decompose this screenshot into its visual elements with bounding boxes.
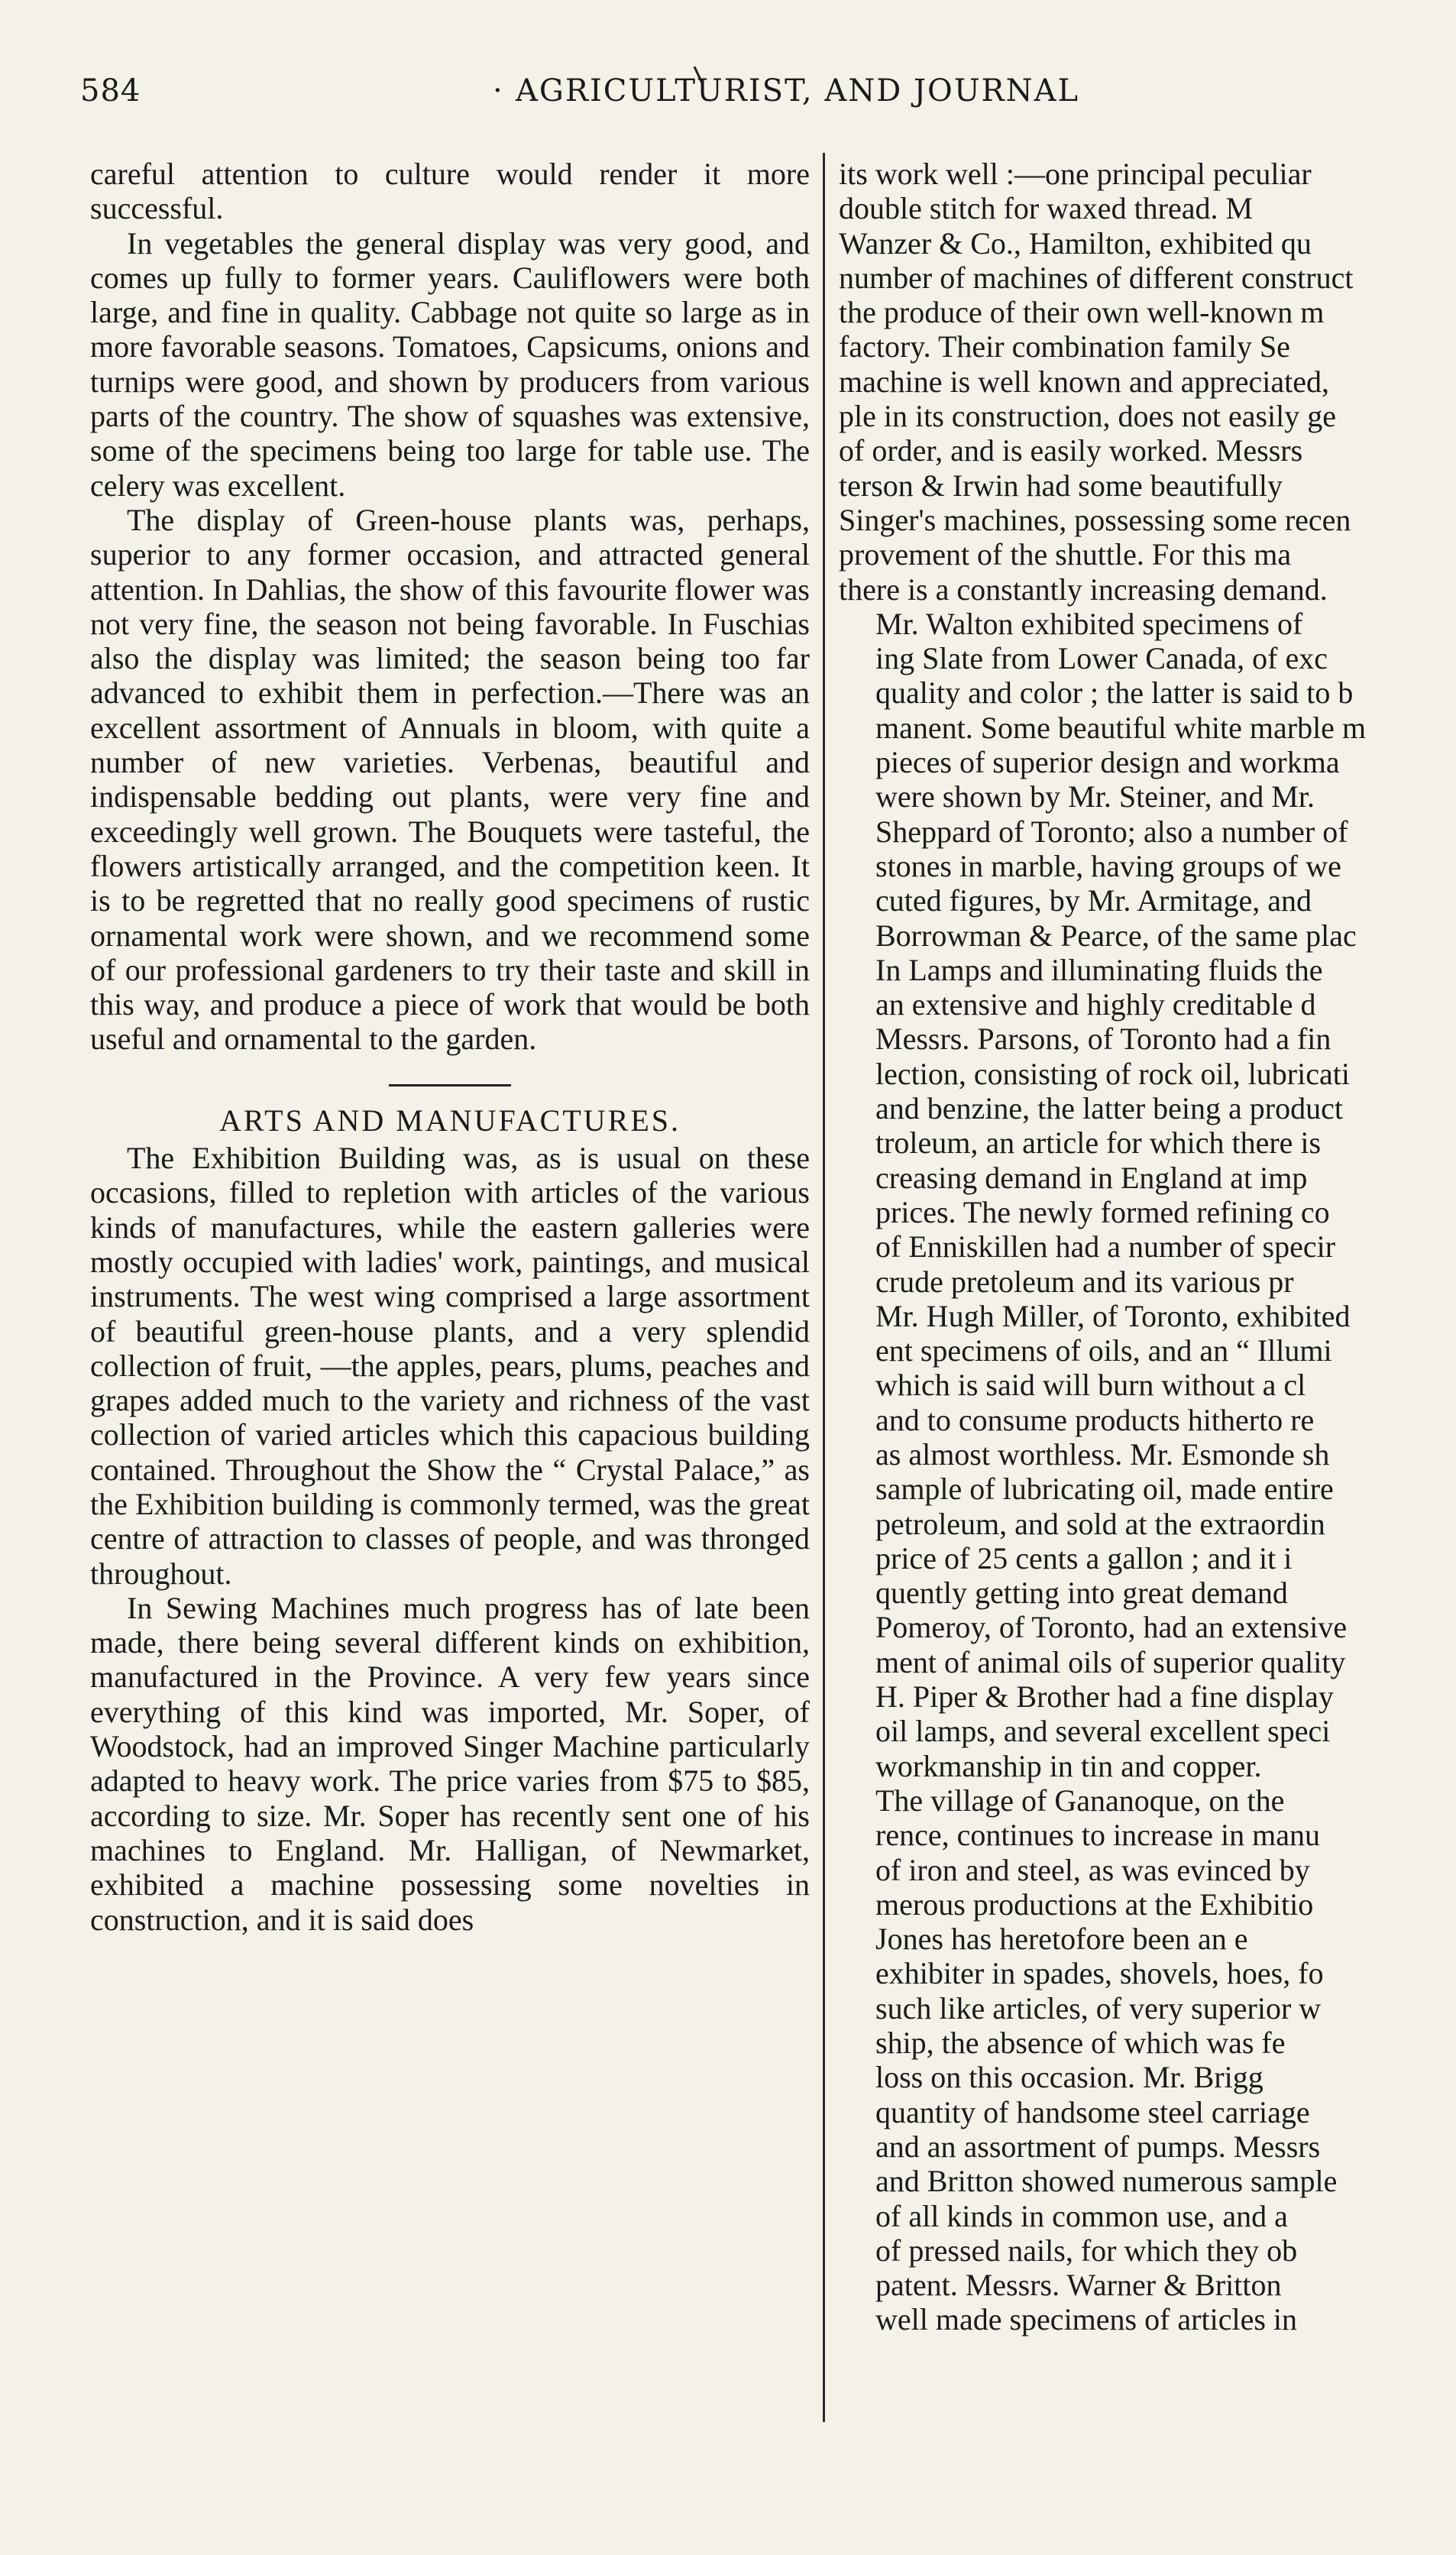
text-line: of Enniskillen had a number of specir [875, 1229, 1336, 1265]
text-line: as almost worthless. Mr. Esmonde sh [875, 1436, 1330, 1472]
text-line: there is a constantly increasing demand. [839, 572, 1328, 607]
text-line: Messrs. Parsons, of Toronto had a fin [875, 1022, 1331, 1057]
text-line: double stitch for waxed thread. M [839, 191, 1254, 226]
text-line: quantity of handsome steel carriage [875, 2094, 1310, 2129]
text-line: H. Piper & Brother had a fine display [875, 1679, 1334, 1715]
text-line: of pressed nails, for which they ob [875, 2233, 1298, 2268]
text-line: rence, continues to increase in manu [875, 1818, 1320, 1853]
text-line: ple in its construction, does not easily ge [839, 399, 1336, 434]
text-line: In Lamps and illuminating fluids the [875, 952, 1323, 987]
text-line: manent. Some beautiful white marble m [875, 710, 1367, 745]
text-line: Borrowman & Pearce, of the same plac [875, 918, 1357, 953]
right-column [839, 157, 1454, 2337]
text-line: Wanzer & Co., Hamilton, exhibited qu [839, 225, 1312, 261]
page-number: 584 [80, 73, 141, 108]
text-line: oil lamps, and several excellent speci [875, 1714, 1331, 1749]
text-line: Sheppard of Toronto; also a number of [875, 814, 1348, 849]
text-line: merous productions at the Exhibitio [875, 1886, 1314, 1922]
text-line: factory. Their combination family Se [839, 329, 1290, 364]
paragraph-green-house: The display of Green-house plants was, perhaps, superior to any former occasion, and attracted general attention. In Dahlias, the show of this favourite flower was not very fine, the season not being favorable. In Fuschias also the display was limited; the season being too far advanced to exhibit them in perfection.—There was an excellent assortment of Annuals in bloom, with quite a number of new varieties. Verbenas, beautiful and indispensable bedding out plants, were very fine and exceedingly well grown. The Bouquets were tasteful, the flowers artistically arranged, and the competition keen. It is to be regretted that no really good specimens of rustic ornamental work were shown, and we recommend some of our professional gardeners to try their taste and skill in this way, and produce a piece of work that would be both useful and ornamental to the garden. [90, 502, 810, 1057]
text-line: sample of lubricating oil, made entire [875, 1472, 1334, 1507]
text-line: of order, and is easily worked. Messrs [839, 433, 1303, 468]
paragraph-sewing-machines: In Sewing Machines much progress has of late been made, there being several different kinds on exhibition, manufactured in the Province. A very few years since everything of this kind was imported, Mr. Soper, of Woodstock, had an improved Singer Machine particularly adapted to heavy work. The price varies from $75 to $85, according to size. Mr. Soper has recently sent one of his machines to England. Mr. Halligan, of Newmarket, exhibited a machine possessing some novelties in construction, and it is said does [90, 1590, 810, 1937]
text-line: and an assortment of pumps. Messrs [875, 2129, 1321, 2164]
text-line: of all kinds in common use, and a [875, 2198, 1288, 2233]
text-line: patent. Messrs. Warner & Britton [875, 2268, 1282, 2303]
text-line: lection, consisting of rock oil, lubricati [875, 1056, 1350, 1091]
text-line: prices. The newly formed refining co [875, 1194, 1330, 1229]
text-line: and to consume products hitherto re [875, 1402, 1315, 1437]
text-line: the produce of their own well-known m [839, 295, 1325, 330]
paragraph-slate-marble [839, 607, 1454, 953]
text-line: and Britton showed numerous sample [875, 2164, 1338, 2199]
text-line: loss on this occasion. Mr. Brigg [875, 2060, 1263, 2095]
text-line: such like articles, of very superior w [875, 1990, 1322, 2026]
text-line: cuted figures, by Mr. Armitage, and [875, 883, 1312, 918]
text-line: crude pretoleum and its various pr [875, 1264, 1294, 1299]
paragraph-gananoque [839, 1783, 1454, 2337]
text-line: pieces of superior design and workma [875, 745, 1340, 780]
text-line: price of 25 cents a gallon ; and it i [875, 1540, 1293, 1575]
text-line: which is said will burn without a cl [875, 1368, 1306, 1403]
text-line: ing Slate from Lower Canada, of exc [875, 641, 1328, 676]
text-line: quently getting into great demand [875, 1575, 1288, 1611]
paragraph-lamps-fluids [839, 953, 1454, 1783]
section-heading: ARTS AND MANUFACTURES. [218, 1103, 681, 1138]
left-column [90, 157, 810, 1937]
page-header [80, 60, 1272, 121]
text-line: machine is well known and appreciated, [839, 364, 1329, 399]
text-line: its work well :—one principal peculiar [839, 157, 1312, 191]
text-line: exhibiter in spades, shovels, hoes, fo [875, 1956, 1324, 1991]
text-line: ship, the absence of which was fe [875, 2026, 1286, 2061]
text-line: Mr. Hugh Miller, of Toronto, exhibited [875, 1298, 1351, 1333]
text-line: provement of the shuttle. For this ma [839, 537, 1292, 572]
paragraph-sewing-continued [839, 157, 1454, 607]
text-line: Jones has heretofore been an e [875, 1922, 1248, 1957]
text-line: creasing demand in England at imp [875, 1160, 1308, 1195]
text-line: stones in marble, having groups of we [875, 848, 1341, 883]
text-line: ment of animal oils of superior quality [875, 1644, 1346, 1679]
header-dot: · [493, 73, 503, 108]
text-line: of iron and steel, as was evinced by [875, 1852, 1310, 1887]
text-line: well made specimens of articles in [875, 2302, 1298, 2337]
section-divider [389, 1084, 511, 1086]
text-line: number of machines of different construct [839, 260, 1354, 295]
column-rule [823, 153, 825, 2422]
text-line: workmanship in tin and copper. [875, 1748, 1262, 1783]
paragraph-vegetables: In vegetables the general display was very good, and comes up fully to former years. Cauliflowers were both large, and fine in quality. Cabbage not quite so large as in more favorable seasons. Tomatoes, Capsicums, onions and turnips were good, and shown by producers from various parts of the country. The show of squashes was extensive, some of the specimens being too large for table use. The celery was excellent. [90, 225, 810, 503]
text-line: Singer's machines, possessing some recen [839, 502, 1351, 537]
text-line: Mr. Walton exhibited specimens of [875, 606, 1303, 641]
running-head: AGRICULTURIST, AND JOURNAL [516, 73, 1080, 108]
text-line: ent specimens of oils, and an “ Illumi [875, 1333, 1332, 1368]
text-line: The village of Gananoque, on the [875, 1783, 1285, 1818]
text-line: troleum, an article for which there is [875, 1125, 1322, 1161]
text-line: terson & Irwin had some beautifully [839, 468, 1283, 503]
paragraph-exhibition-building: The Exhibition Building was, as is usual on these occasions, filled to repletion with articles of the various kinds of manufactures, while the eastern galleries were mostly occupied with ladies' work, paintings, and musical instruments. The west wing comprised a large assortment of beautiful green-house plants, and a very splendid collection of fruit, —the apples, pears, plums, peaches and grapes added much to the variety and richness of the vast collection of varied articles which this capacious building contained. Throughout the Show the “ Crystal Palace,” as the Exhibition building is commonly termed, was the great centre of attraction to classes of people, and was thronged throughout. [90, 1141, 810, 1591]
text-line: and benzine, the latter being a product [875, 1091, 1343, 1126]
text-line: an extensive and highly creditable d [875, 987, 1316, 1022]
text-line: petroleum, and sold at the extraordin [875, 1506, 1325, 1541]
text-line: quality and color ; the latter is said to b [875, 675, 1354, 711]
paragraph-culture: careful attention to culture would render it more successful. [90, 157, 810, 226]
text-line: Pomeroy, of Toronto, had an extensive [875, 1610, 1348, 1645]
text-line: were shown by Mr. Steiner, and Mr. [875, 779, 1315, 814]
